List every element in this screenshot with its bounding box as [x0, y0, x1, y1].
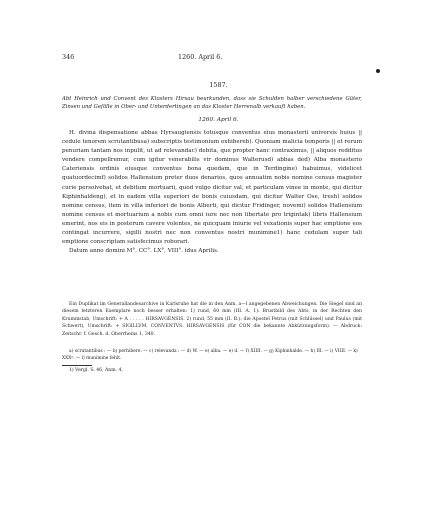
margin-dot-mark [376, 69, 380, 73]
charter-body: H. divina dispensatione abbas Hyrsaugiensis totusque conventus eius monasterii universis huius || cedule tenorem scrutantibusa) subscriptis testimonium exhibereb). Quoniam malicia temporis || et rerum penuriam tantam nos inpulit, ut ad relevandac) debita, que propter hanc contraximus, || aliquos redditus vendere compellremur, cum igitur venerabilis vir dominus Walterusd) abbas ded) Alba monasterio Cateriensis ordinis eiusque conventus bona quedam, que in Terdingine) habuimus, videlicet quatuordecimf) solidos Hallensium preter duos denarios, quos annuatim nobis nomine census magister curie persolvebat, et debitum mortuarii, quod vulgo dicitur val, et particulam vinee in monte, qui dicitur Kiphinhaldeng), et in eadem villa superiori de bonis cuiusdam, qui dicitur Walter Ose, tresh) solidos nomine census, item in villa inferiori de bonis Alberti, qui dicitur Fridinger, novemi) solidos Hallensium nomine census et mortuarium a nobis cum omni iure nec non libertate pro trigintak) libris Hallensium emerint, nos eis in posterum cavere volentes, ne quicquam iniurie vel vexationis super hac emptione eos contingat incurrere, sigilli nostri nec non conventus nostri munimine1) hanc cedulam super tali emptione conscriptam satisfecimus roborari. [62, 130, 362, 246]
variant-readings [62, 348, 362, 362]
variant-readings-text: a) scrutantibus : — b) perhibere. — c) relevanda : — d) W. — e) alba. — e) d. — f) XIIII. — g) Kiphinhalde. — h) III. — i) VIIII. — k) XXXᵃ. — l) munimine fehlt. [62, 349, 358, 362]
document-date: 1260. April 6. [198, 117, 239, 123]
commentary-paragraph: Ein Duplikat im Generallandesarchive in Karlsruhe hat die in den Anm. a—l angegebenen Abweichungen. Die Siegel sind an diesem letzteren Exemplare noch besser erhalten: 1) rund, 60 mm (III. A. 1): Brustbild des Abts, in der Rechten den Krummstab, Umschrift: + A . . . . . HIRSAVGENSIS. 2) rund, 55 mm (II. B.): die Apostel Petrus (mit Schlüssel) und Paulus (mit Schwert), Umschrift: + SIGILLVM. CONVENTVS. HIRSAVGENSIS (für CON die bekannte Abkürzungsform). — Abdruck: Zeitschr. f. Gesch. d. Oberrheins 1, 340. [62, 302, 362, 337]
footnote: 1) Vergl. S. 46, Anm. 4. [69, 368, 123, 373]
page-header [62, 53, 362, 61]
page-number: 346 [62, 53, 75, 61]
charter-dating-clause: Datum anno domini M°. CC°. LX°, VIII°. idus Aprilis. [69, 248, 219, 255]
document-summary: Abt Heinrich und Convent des Klosters Hirsau beurkunden, dass sie Schulden halber verschiedene Güter, Zinsen und Gefälle in Ober- und Unterdertingen an das Kloster Herrenalb verkauft haben. [62, 96, 362, 110]
running-title: 1260. April 6. [178, 53, 223, 61]
charter-text [62, 129, 362, 256]
document-number: 1587. [209, 81, 228, 89]
editorial-commentary [62, 301, 362, 338]
footnote-divider [62, 365, 92, 366]
